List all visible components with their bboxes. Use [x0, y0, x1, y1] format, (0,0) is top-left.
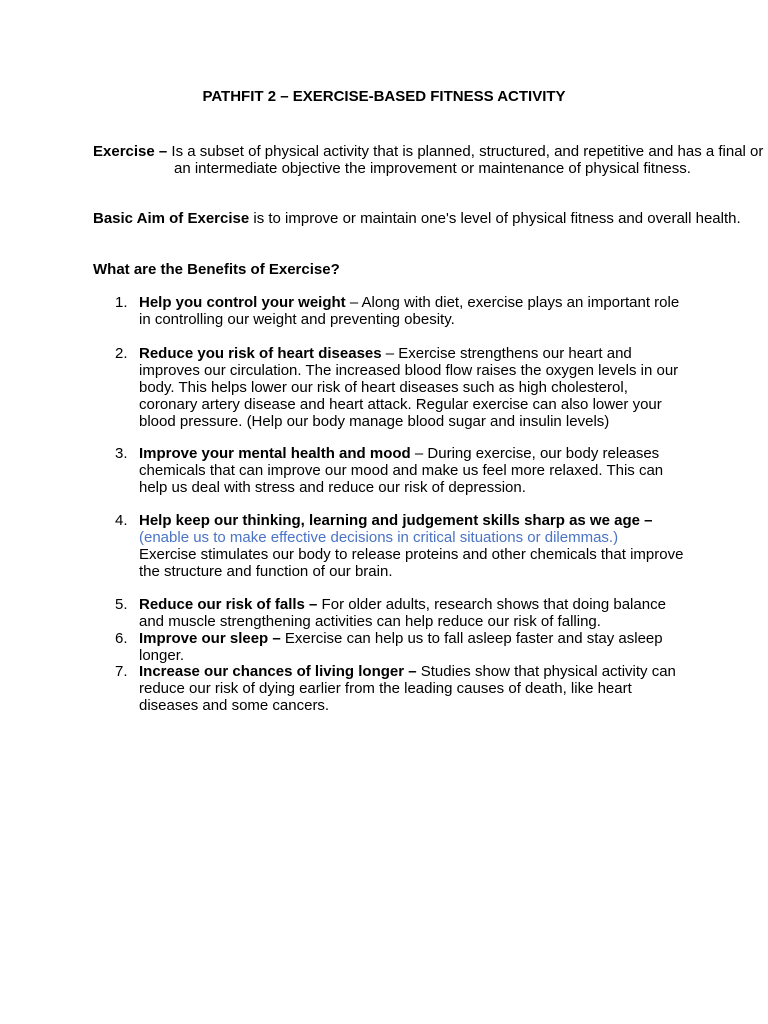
benefit-heading: Reduce our risk of falls – [139, 596, 318, 613]
benefit-heading: Help you control your weight [139, 294, 346, 311]
benefit-text: For older adults, research shows that doing balance and muscle strengthening activities can help reduce our risk of falling. [139, 596, 666, 630]
benefit-text: – Exercise strengthens our heart and improves our circulation. The increased blood flow raises the oxygen levels in our body. This helps lower our risk of heart diseases such as high cholesterol, coronary artery disease and heart attack. Regular exercise can also lower your blood pressure. (Help our body manage blood sugar and insulin levels) [139, 345, 679, 430]
basic-aim-text: is to improve or maintain one's level of physical fitness and overall health. [249, 210, 741, 227]
benefit-note: (enable us to make effective decisions in critical situations or dilemmas.) [139, 529, 619, 546]
exercise-definition [93, 143, 764, 177]
benefit-item [115, 512, 684, 580]
benefit-text: Exercise can help us to fall asleep faster and stay asleep longer. [139, 630, 663, 664]
benefit-text: – During exercise, our body releases chemicals that can improve our mood and make us feel more relaxed. This can help us deal with stress and reduce our risk of depression. [139, 445, 664, 496]
benefit-item [115, 596, 684, 630]
benefit-number: 1. [115, 294, 128, 311]
benefit-number: 7. [115, 663, 128, 680]
benefit-text: Studies show that physical activity can reduce our risk of dying earlier from the leading causes of death, like heart diseases and some cancers. [139, 663, 676, 714]
benefit-number: 5. [115, 596, 128, 613]
exercise-term: Exercise – [93, 143, 168, 160]
benefit-number: 6. [115, 630, 128, 647]
benefit-item [115, 345, 684, 430]
benefit-number: 2. [115, 345, 128, 362]
benefit-text: Exercise stimulates our body to release proteins and other chemicals that improve the structure and function of our brain. [139, 546, 684, 580]
benefit-heading: Improve your mental health and mood [139, 445, 411, 462]
benefit-item [115, 294, 684, 328]
benefit-number: 4. [115, 512, 128, 529]
benefit-text: – Along with diet, exercise plays an important role in controlling our weight and preventing obesity. [139, 294, 680, 328]
benefit-number: 3. [115, 445, 128, 462]
document-title: PATHFIT 2 – EXERCISE-BASED FITNESS ACTIVITY [202, 88, 566, 105]
basic-aim-definition [93, 210, 764, 227]
benefit-heading: Help keep our thinking, learning and judgement skills sharp as we age – [139, 512, 653, 529]
exercise-definition-text: Is a subset of physical activity that is planned, structured, and repetitive and has a final or an intermediate objective the improvement or maintenance of physical fitness. [167, 143, 764, 177]
benefit-heading: Increase our chances of living longer – [139, 663, 417, 680]
benefit-item [115, 630, 684, 664]
benefit-heading: Reduce you risk of heart diseases [139, 345, 382, 362]
benefit-item [115, 445, 684, 496]
benefit-heading: Improve our sleep – [139, 630, 281, 647]
benefit-item [115, 663, 684, 714]
benefits-heading: What are the Benefits of Exercise? [93, 261, 340, 278]
basic-aim-term: Basic Aim of Exercise [93, 210, 250, 227]
